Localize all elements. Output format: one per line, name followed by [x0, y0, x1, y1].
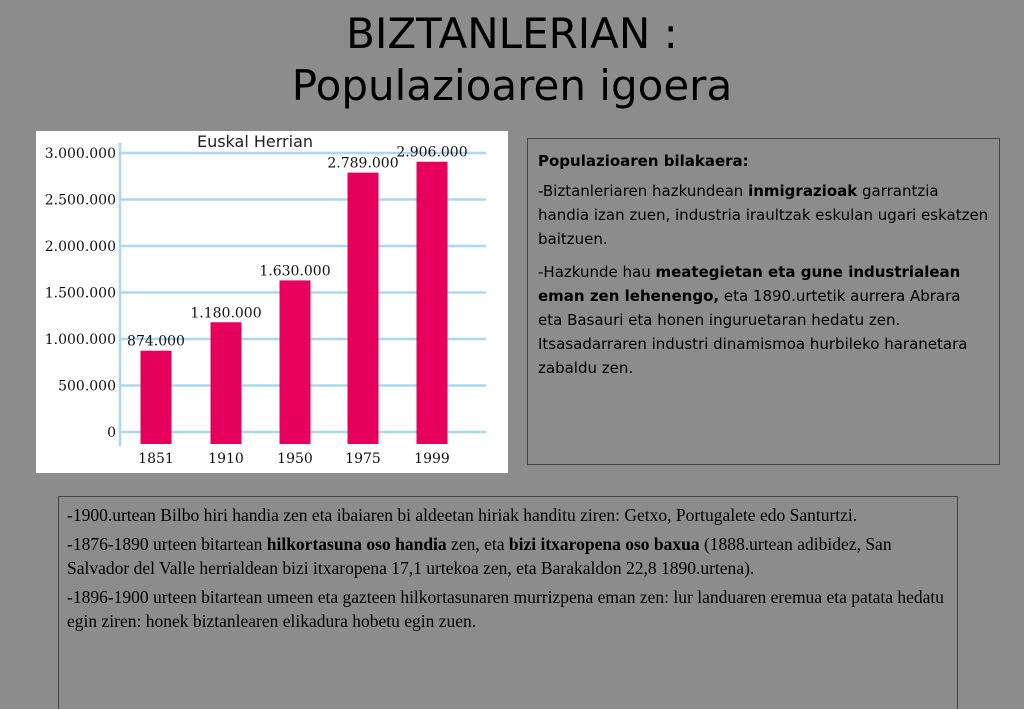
box1-p2-bold: meategietan eta gune industrialean eman zen lehenengo,	[538, 263, 961, 305]
chart-svg	[36, 131, 508, 473]
title-line-1: BIZTANLERIAN :	[346, 9, 678, 58]
box2-paragraph-1: -1900.urtean Bilbo hiri handia zen eta ibaiaren bi aldeetan hiriak handitu ziren: Getxo, Portugalete edo Santurtzi.	[67, 505, 858, 525]
y-tick-label: 0	[107, 425, 116, 441]
x-tick-label: 1910	[208, 451, 244, 467]
population-evolution-box	[527, 138, 1000, 465]
history-notes-box	[58, 496, 958, 709]
data-label: 2.789.000	[327, 155, 399, 172]
bar	[417, 162, 448, 444]
box1-paragraph-2	[538, 260, 989, 380]
box2-p2-text-a: -1876-1890 urteen bitartean	[67, 534, 267, 554]
data-label: 1.180.000	[190, 305, 262, 322]
y-tick-label: 1.000.000	[44, 332, 116, 348]
data-label: 874.000	[127, 333, 185, 350]
bar	[280, 280, 311, 444]
title-line-2: Populazioaren igoera	[291, 61, 733, 110]
x-tick-label: 1999	[414, 451, 450, 467]
x-tick-label: 1975	[345, 451, 381, 467]
box2-p2-text-e: (1888.urtean adibidez, San Salvador del Valle herrialdean bizi itxaropena 17,1 urtekoa zen, eta Barakaldon 22,8 1890.urtena).	[67, 534, 892, 578]
bar	[141, 351, 172, 444]
chart-title: Euskal Herrian	[196, 132, 314, 151]
box1-p2-text-a: -Hazkunde hau	[538, 263, 656, 281]
y-tick-label: 500.000	[58, 378, 116, 395]
box2-p2-bold-1: hilkortasuna oso handia	[266, 534, 447, 554]
y-tick-label: 2.000.000	[44, 239, 116, 255]
population-chart	[36, 131, 508, 473]
x-tick-label: 1950	[277, 451, 313, 467]
y-tick-label: 2.500.000	[44, 192, 116, 209]
box1-p1-bold: inmigrazioak	[748, 182, 858, 200]
bar	[211, 322, 242, 444]
box2-p2-bold-2: bizi itxaropena oso baxua	[508, 534, 700, 554]
box2-p2-text-c: zen, eta	[446, 534, 509, 554]
data-label: 2.906.000	[396, 144, 468, 161]
box2-paragraph-2	[67, 532, 949, 580]
x-tick-label: 1851	[138, 451, 174, 467]
y-tick-label: 1.500.000	[44, 285, 116, 302]
box1-p1-text-c: garrantzia handia izan zuen, industria iraultzak eskulan ugari eskatzen baitzuen.	[538, 182, 989, 248]
bar	[348, 173, 379, 444]
box1-paragraph-1	[538, 179, 989, 251]
slide-title	[0, 8, 1024, 112]
box1-heading: Populazioaren bilakaera:	[538, 152, 749, 170]
box1-p1-text-a: -Biztanleriaren hazkundean	[538, 182, 749, 200]
box1-p2-text-c: eta 1890.urtetik aurrera Abrara eta Basauri eta honen inguruetaran hedatu zen. Itsasadarraren industri dinamismoa hurbileko haranetara zabaldu zen.	[538, 287, 968, 377]
y-tick-label: 3.000.000	[44, 146, 116, 162]
data-label: 1.630.000	[259, 263, 331, 280]
box2-paragraph-3: -1896-1900 urteen bitartean umeen eta gazteen hilkortasunaren murrizpena eman zen: lur landuaren eremua eta patata hedatu egin ziren: honek biztanlearen elikadura hobetu egin zuen.	[67, 587, 945, 631]
